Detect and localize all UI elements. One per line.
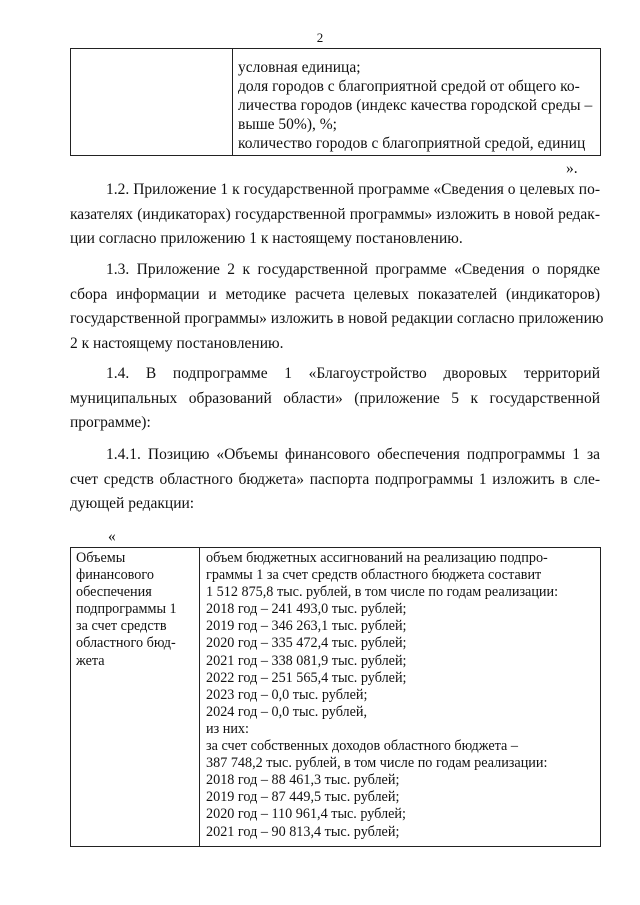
paragraph-line: счет средств областного бюджета» паспорта подпрограммы 1 изложить в сле-	[70, 470, 600, 488]
paragraph-line: 1.2. Приложение 1 к государственной программе «Сведения о целевых по-	[106, 181, 600, 198]
paragraph-line: муниципальных образований области» (приложение 5 к государственной	[70, 389, 600, 407]
paragraph-line: программе):	[70, 414, 151, 431]
closing-quote: ».	[566, 160, 578, 177]
value-line: 387 748,2 тыс. рублей, в том числе по годам реализации:	[206, 755, 548, 772]
value-line: 2021 год – 338 081,9 тыс. рублей;	[206, 652, 407, 669]
paragraph-1-4	[70, 362, 600, 436]
finance-table-label-cell	[76, 550, 196, 670]
top-table-line: выше 50%), %;	[238, 116, 337, 133]
value-line: 2019 год – 87 449,5 тыс. рублей;	[206, 789, 400, 806]
paragraph-1-3	[70, 258, 604, 356]
value-line: из них:	[206, 720, 249, 737]
value-line: 1 512 875,8 тыс. рублей, в том числе по годам реализации:	[206, 584, 559, 601]
top-table-right-cell	[238, 58, 598, 153]
value-line: граммы 1 за счет средств областного бюджета составит	[206, 567, 542, 584]
top-table-line: личества городов (индекс качества городской среды –	[238, 97, 593, 114]
finance-table-value-cell	[206, 550, 598, 841]
label-line: финансового	[76, 567, 154, 584]
value-line: за счет собственных доходов областного бюджета –	[206, 738, 518, 755]
value-line: 2023 год – 0,0 тыс. рублей;	[206, 686, 368, 703]
paragraph-line: 2 к настоящему постановлению.	[70, 334, 284, 352]
paragraph-line: казателях (индикаторах) государственной программы» изложить в новой редак-	[70, 205, 600, 223]
page-number: 2	[316, 30, 324, 45]
label-line: подпрограммы 1	[76, 601, 177, 618]
label-line: за счет средств	[76, 618, 167, 635]
value-line: объем бюджетных ассигнований на реализацию подпро-	[206, 550, 548, 566]
label-line: Объемы	[76, 550, 126, 566]
opening-quote: «	[108, 528, 116, 545]
value-line: 2020 год – 335 472,4 тыс. рублей;	[206, 635, 407, 652]
paragraph-line: 1.4. В подпрограмме 1 «Благоустройство дворовых территорий	[106, 365, 600, 382]
value-line: 2018 год – 241 493,0 тыс. рублей;	[206, 601, 407, 618]
value-line: 2021 год – 90 813,4 тыс. рублей;	[206, 823, 400, 840]
value-line: 2018 год – 88 461,3 тыс. рублей;	[206, 772, 400, 789]
paragraph-line: государственной программы» изложить в новой редакции согласно приложению	[70, 310, 604, 327]
label-line: обеспечения	[76, 584, 152, 601]
paragraph-line: дующей редакции:	[70, 495, 195, 512]
value-line: 2024 год – 0,0 тыс. рублей,	[206, 703, 368, 720]
paragraph-1-4-1	[70, 443, 600, 517]
label-line: жета	[76, 652, 105, 669]
paragraph-1-2	[70, 178, 600, 252]
value-line: 2019 год – 346 263,1 тыс. рублей;	[206, 618, 407, 635]
top-table-line: количество городов с благоприятной средой, единиц	[238, 135, 586, 152]
paragraph-line: сбора информации и методике расчета целевых показателей (индикаторов)	[70, 285, 600, 303]
top-table-line: условная единица;	[238, 59, 361, 76]
paragraph-line: 1.4.1. Позицию «Объемы финансового обеспечения подпрограммы 1 за	[106, 446, 600, 463]
label-line: областного бюд-	[76, 635, 176, 652]
value-line: 2022 год – 251 565,4 тыс. рублей;	[206, 669, 407, 686]
top-table-line: доля городов с благоприятной средой от общего ко-	[238, 78, 580, 95]
paragraph-line: 1.3. Приложение 2 к государственной программе «Сведения о порядке	[106, 261, 600, 278]
value-line: 2020 год – 110 961,4 тыс. рублей;	[206, 806, 406, 823]
paragraph-line: ции согласно приложению 1 к настоящему постановлению.	[70, 230, 463, 247]
